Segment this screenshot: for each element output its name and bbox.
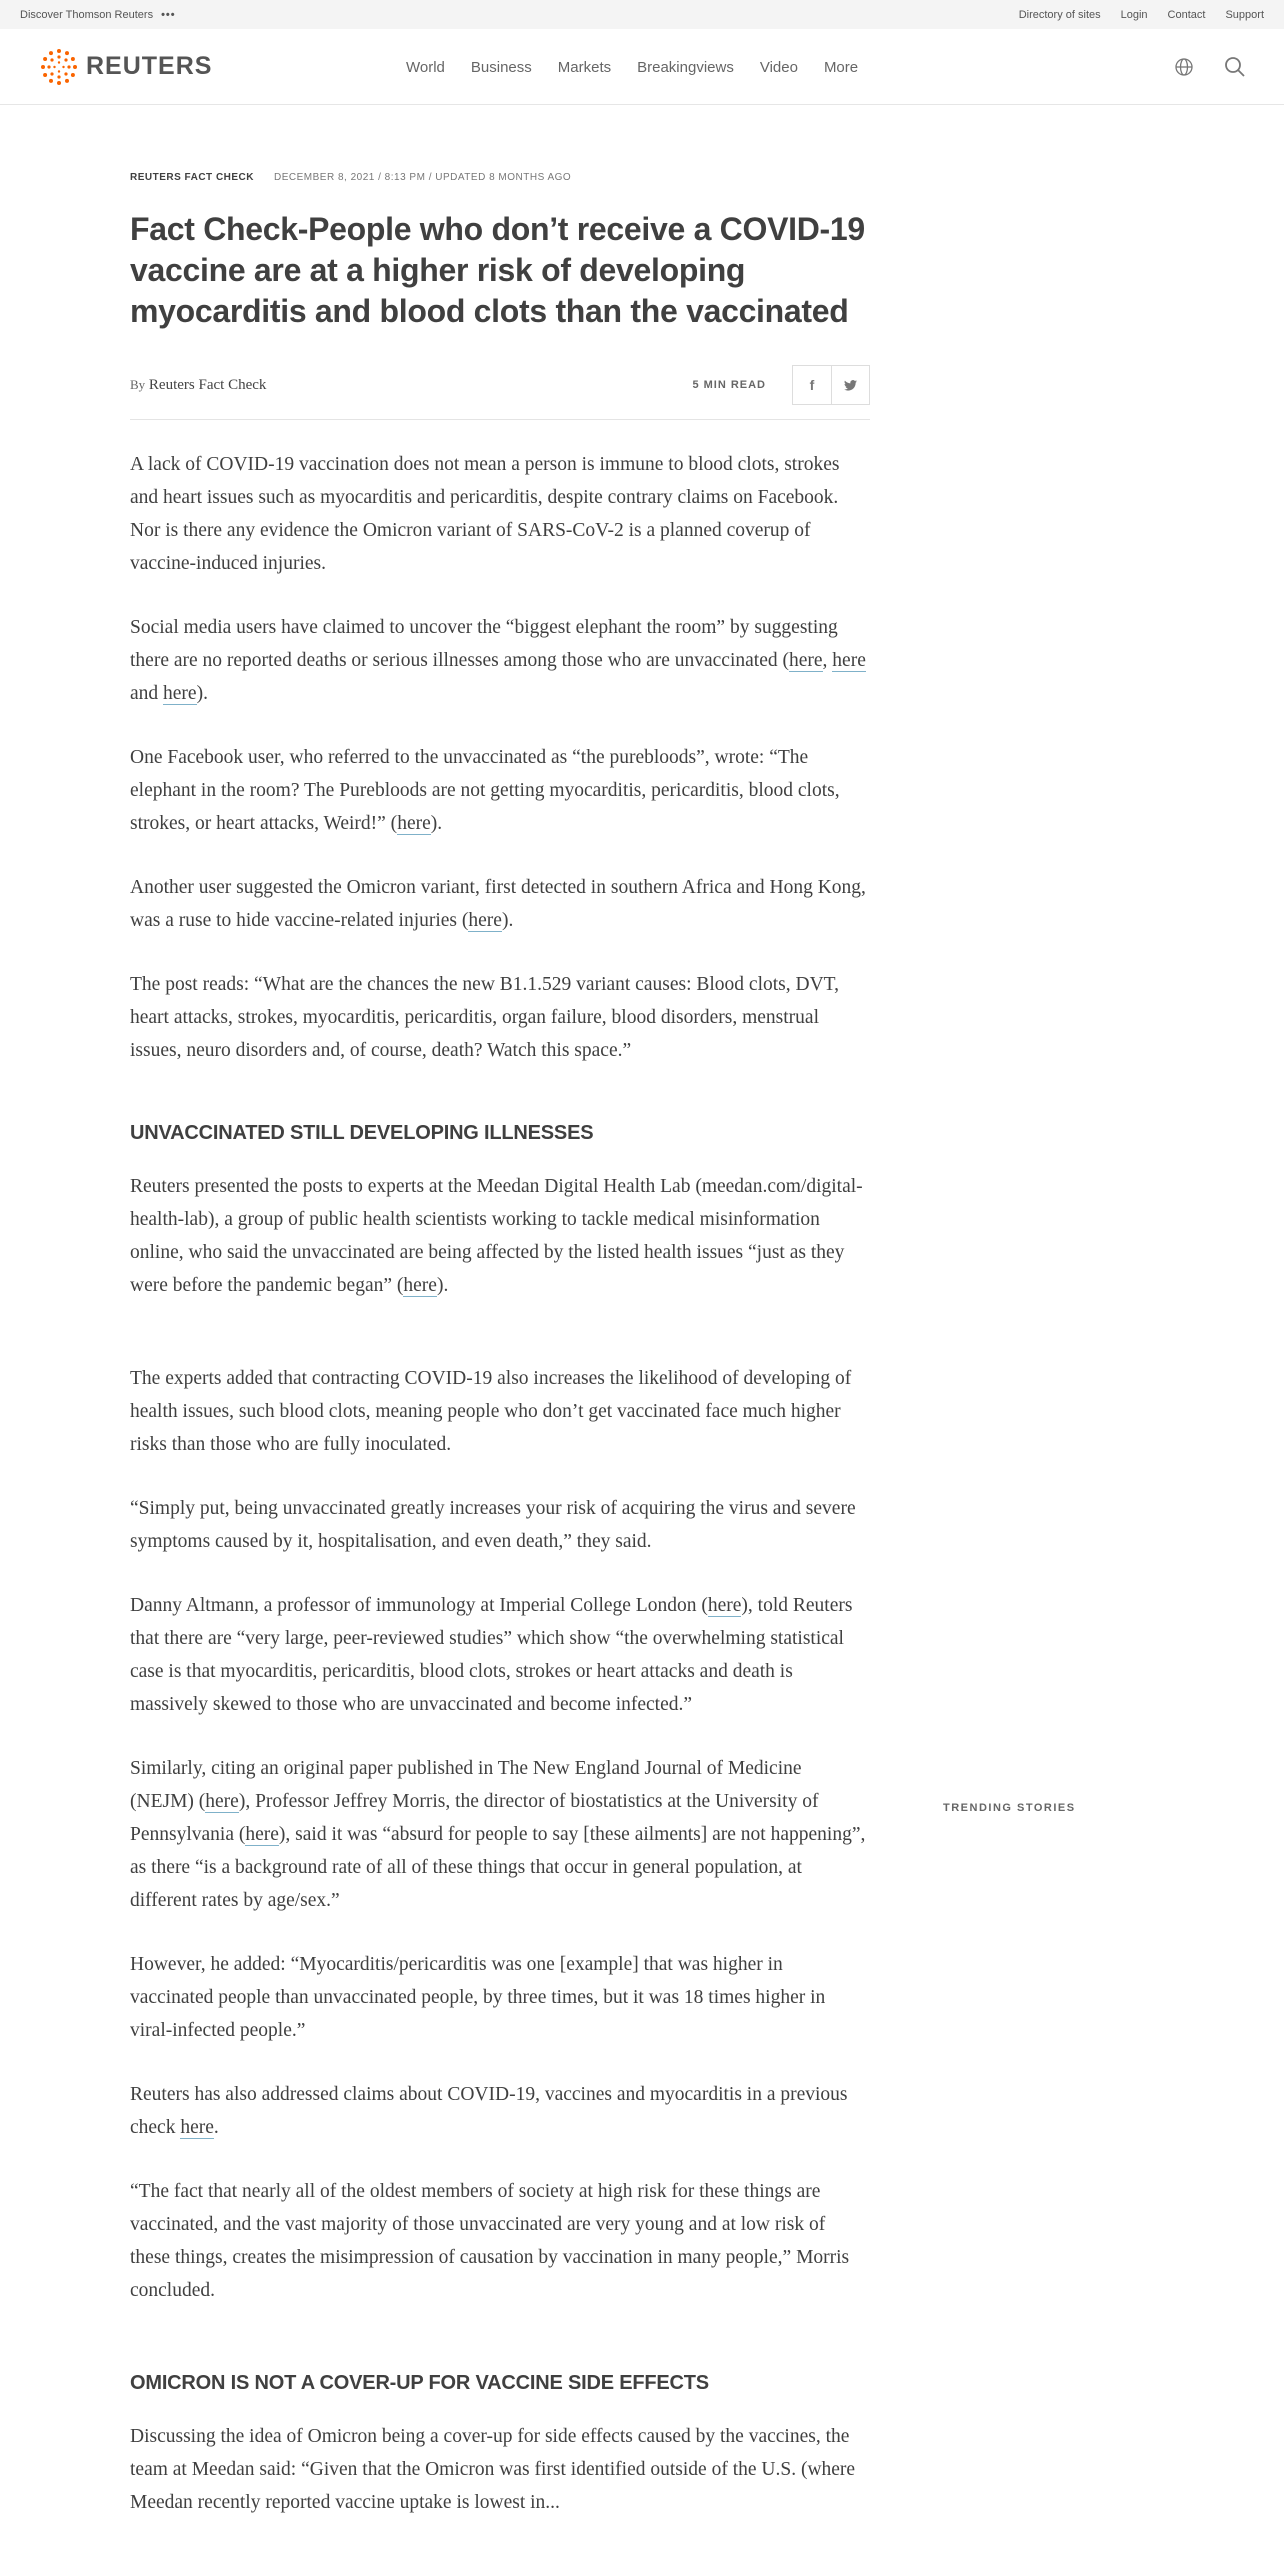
- article-body: [130, 448, 870, 2519]
- nav-item-business[interactable]: Business: [470, 58, 532, 76]
- utility-bar: [0, 0, 1284, 29]
- paragraph: Reuters presented the posts to experts at the Meedan Digital Health Lab (meedan.com/digital-health-lab), a group of public health scientists working to tackle medical misinformation online, who said the unvaccinated are being affected by the listed health issues “just as they were before the pandemic began” (here).: [130, 1176, 863, 1296]
- here-link[interactable]: here: [245, 1824, 279, 1845]
- here-link[interactable]: here: [707, 1595, 742, 1616]
- trending-stories-heading: TRENDING STORIES: [943, 1802, 1076, 1814]
- article-headline: Fact Check-People who don’t receive a COVID-19 vaccine are at a higher risk of developing myocarditis and blood clots than the vaccinated: [130, 211, 865, 329]
- read-time: 5 MIN READ: [692, 379, 766, 391]
- support-link[interactable]: Support: [1225, 8, 1264, 21]
- paragraph: Reuters has also addressed claims about COVID-19, vaccines and myocarditis in a previous check here.: [130, 2084, 848, 2138]
- main-nav: [0, 29, 1284, 105]
- more-dots-icon[interactable]: •••: [161, 8, 176, 21]
- paragraph: Similarly, citing an original paper published in The New England Journal of Medicine (NEJM) (here), Professor Jeffrey Morris, the director of biostatistics at the University of Pennsylvania (here), said it was “absurd for people to say [these ailments] are not happening”, as there “is a background rate of all of these things that occur in general population, at different rates by age/sex.”: [130, 1758, 866, 1911]
- paragraph: The experts added that contracting COVID-19 also increases the likelihood of developing of health issues, such blood clots, meaning people who don’t get vaccinated face much higher risks than those who are fully inoculated.: [130, 1368, 852, 1455]
- discover-thomson-reuters-link[interactable]: Discover Thomson Reuters: [20, 8, 154, 21]
- byline-by: By: [130, 376, 146, 392]
- paragraph: “The fact that nearly all of the oldest members of society at high risk for these things are vaccinated, and the vast majority of those unvaccinated are very young and at low risk of these things, creates the misimpression of causation by vaccination in many people,” Morris concluded.: [130, 2181, 850, 2301]
- reuters-logo[interactable]: [40, 48, 212, 86]
- nav-item-more[interactable]: More: [823, 58, 859, 76]
- byline: [130, 377, 266, 394]
- here-link[interactable]: here: [397, 813, 431, 834]
- nav-item-breakingviews[interactable]: Breakingviews: [637, 58, 734, 76]
- directory-of-sites-link[interactable]: Directory of sites: [1018, 8, 1101, 21]
- nav-item-world[interactable]: World: [406, 58, 445, 76]
- nav-icons: [1174, 29, 1246, 105]
- byline-right: [692, 365, 870, 405]
- paragraph: “Simply put, being unvaccinated greatly increases your risk of acquiring the virus and severe symptoms caused by it, hospitalisation, and even death,” they said.: [130, 1498, 856, 1552]
- share-buttons: [792, 365, 870, 405]
- paragraph: The post reads: “What are the chances the new B1.1.529 variant causes: Blood clots, DVT, heart attacks, strokes, myocarditis, pericarditis, organ failure, blood disorders, menstrual issues, neuro disorders and, of course, death? Watch this space.”: [130, 974, 839, 1061]
- here-link[interactable]: here: [205, 1791, 239, 1812]
- here-link[interactable]: here: [832, 650, 866, 671]
- nav-item-markets[interactable]: Markets: [557, 58, 612, 76]
- here-link[interactable]: here: [403, 1275, 437, 1296]
- paragraph: A lack of COVID-19 vaccination does not mean a person is immune to blood clots, strokes and heart issues such as myocarditis and pericarditis, despite contrary claims on Facebook. Nor is there any evidence the Omicron variant of SARS-CoV-2 is a planned coverup of vaccine-induced injuries.: [130, 454, 840, 574]
- paragraph: However, he added: “Myocarditis/pericarditis was one [example] that was higher in vaccinated people than unvaccinated people, by three times, but it was 18 times higher in viral-infected people.”: [130, 1954, 826, 2041]
- here-link[interactable]: here: [468, 910, 502, 931]
- reuters-logo-icon: [40, 48, 78, 86]
- search-icon[interactable]: [1224, 56, 1246, 78]
- paragraph: One Facebook user, who referred to the unvaccinated as “the purebloods”, wrote: “The elephant in the room? The Purebloods are not getting myocarditis, pericarditis, blood clots, strokes, or heart attacks, Weird!” (here).: [130, 747, 840, 834]
- byline-row: [130, 365, 870, 420]
- logo-text: REUTERS: [86, 52, 213, 80]
- utility-left: [20, 9, 176, 21]
- nav-item-video[interactable]: Video: [759, 58, 798, 76]
- utility-links: [1019, 9, 1264, 21]
- globe-icon[interactable]: [1174, 57, 1194, 77]
- primary-nav: [406, 29, 858, 105]
- here-link[interactable]: here: [788, 650, 823, 671]
- contact-link[interactable]: Contact: [1167, 8, 1206, 21]
- here-link[interactable]: here: [163, 683, 197, 704]
- paragraph: Discussing the idea of Omicron being a cover-up for side effects caused by the vaccines, the team at Meedan said: “Given that the Omicron was first identified outside of the U.S. (where Meedan recently reported vaccine uptake is lowest in...: [130, 2426, 856, 2513]
- paragraph: Another user suggested the Omicron variant, first detected in southern Africa and Hong Kong, was a ruse to hide vaccine-related injuries (here).: [130, 877, 866, 931]
- article-meta: [130, 167, 870, 187]
- paragraph: Danny Altmann, a professor of immunology at Imperial College London (here), told Reuters that there are “very large, peer-reviewed studies” which show “the overwhelming statistical case is that myocarditis, pericarditis, blood clots, strokes or heart attacks and death is massively skewed to those who are unvaccinated and become infected.”: [130, 1595, 853, 1715]
- section-label[interactable]: REUTERS FACT CHECK: [130, 171, 255, 183]
- facebook-icon[interactable]: f: [809, 377, 815, 393]
- section-heading-omicron: OMICRON IS NOT A COVER-UP FOR VACCINE SIDE EFFECTS: [130, 2372, 709, 2394]
- paragraph: Social media users have claimed to uncover the “biggest elephant the room” by suggesting there are no reported deaths or serious illnesses among those who are unvaccinated (here, here and here).: [130, 617, 866, 704]
- article: [130, 105, 870, 2550]
- login-link[interactable]: Login: [1120, 8, 1148, 21]
- section-heading-unvaccinated: UNVACCINATED STILL DEVELOPING ILLNESSES: [130, 1122, 594, 1144]
- here-link[interactable]: here: [180, 2117, 214, 2138]
- author-link[interactable]: Reuters Fact Check: [148, 376, 267, 393]
- article-date: DECEMBER 8, 2021 / 8:13 PM / UPDATED 8 MONTHS AGO: [274, 171, 572, 183]
- twitter-icon[interactable]: [831, 366, 869, 404]
